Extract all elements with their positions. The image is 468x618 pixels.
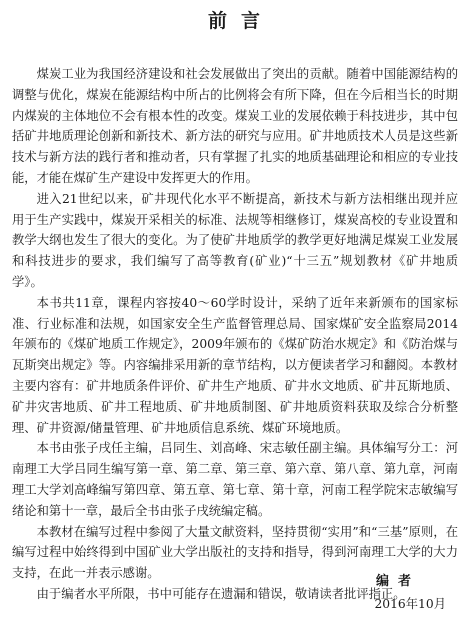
paragraph-3: 本书共11章，课程内容按40～60学时设计，采纳了近年来新颁布的国家标准、行业标准和法规，如国家安全生产监督管理总局、国家煤矿安全监察局2014年颁布的《煤矿地质工作规定》，2009年颁布的《煤矿防治水规定》和《防治煤与瓦斯突出规定》等。内容编排采用新的章节结构，以方便读者学习和翻阅。本教材主要内容有：矿井地质条件评价、矿井生产地质、矿井水文地质、矿井瓦斯地质、矿井灾害地质、矿井工程地质、矿井地质制图、矿井地质资料获取及综合分析整理、矿井资源/储量管理、矿井地质信息系统、煤矿环境地质。: [12, 295, 458, 435]
paragraph-1: 煤炭工业为我国经济建设和社会发展做出了突出的贡献。随着中国能源结构的调整与优化，煤炭在能源结构中所占的比例将会有所下降，但在今后相当长的时期内煤炭的主体地位不会有根本性的改变。煤炭工业的发展依赖于科技进步，其中包括矿井地质理论创新和新技术、新方法的研究与应用。矿井地质技术人员是这些新技术与新方法的践行者和推动者，只有掌握了扎实的地质基础理论和相应的专业技能，才能在煤矿生产建设中发挥更大的作用。: [12, 67, 458, 185]
paragraph-2: 进入21世纪以来，矿井现代化水平不断提高，新技术与新方法相继出现并应用于生产实践中，煤炭开采相关的标准、法规等相继修订，煤炭高校的专业设置和教学大纲也发生了很大的变化。为了使矿井地质学的教学更好地满足煤炭工业发展和科技进步的要求，我们编写了高等教育(矿业)“十三五”规划教材《矿井地质学》。: [12, 191, 458, 289]
date-line: 2016年10月: [374, 597, 446, 611]
page-title: 前言: [207, 10, 274, 32]
author-signature: 编者: [375, 574, 420, 589]
paragraph-4: 本书由张子戌任主编，吕同生、刘高峰、宋志敏任副主编。具体编写分工：河南理工大学吕同生编写第一章、第二章、第三章、第六章、第八章、第九章，河南理工大学刘高峰编写第四章、第五章、第七章、第十章，河南工程学院宋志敏编写绪论和第十一章，最后全书由张子戌统编定稿。: [12, 441, 458, 518]
paragraph-5: 本教材在编写过程中参阅了大量文献资料，坚持贯彻“实用”和“三基”原则，在编写过程中始终得到中国矿业大学出版社的支持和指导，得到河南理工大学的大力支持，在此一并表示感谢。: [12, 524, 458, 581]
preface-body: [12, 64, 458, 605]
paragraph-6: 由于编者水平所限，书中可能存在遗漏和错误，敬请读者批评指正。: [36, 586, 406, 601]
